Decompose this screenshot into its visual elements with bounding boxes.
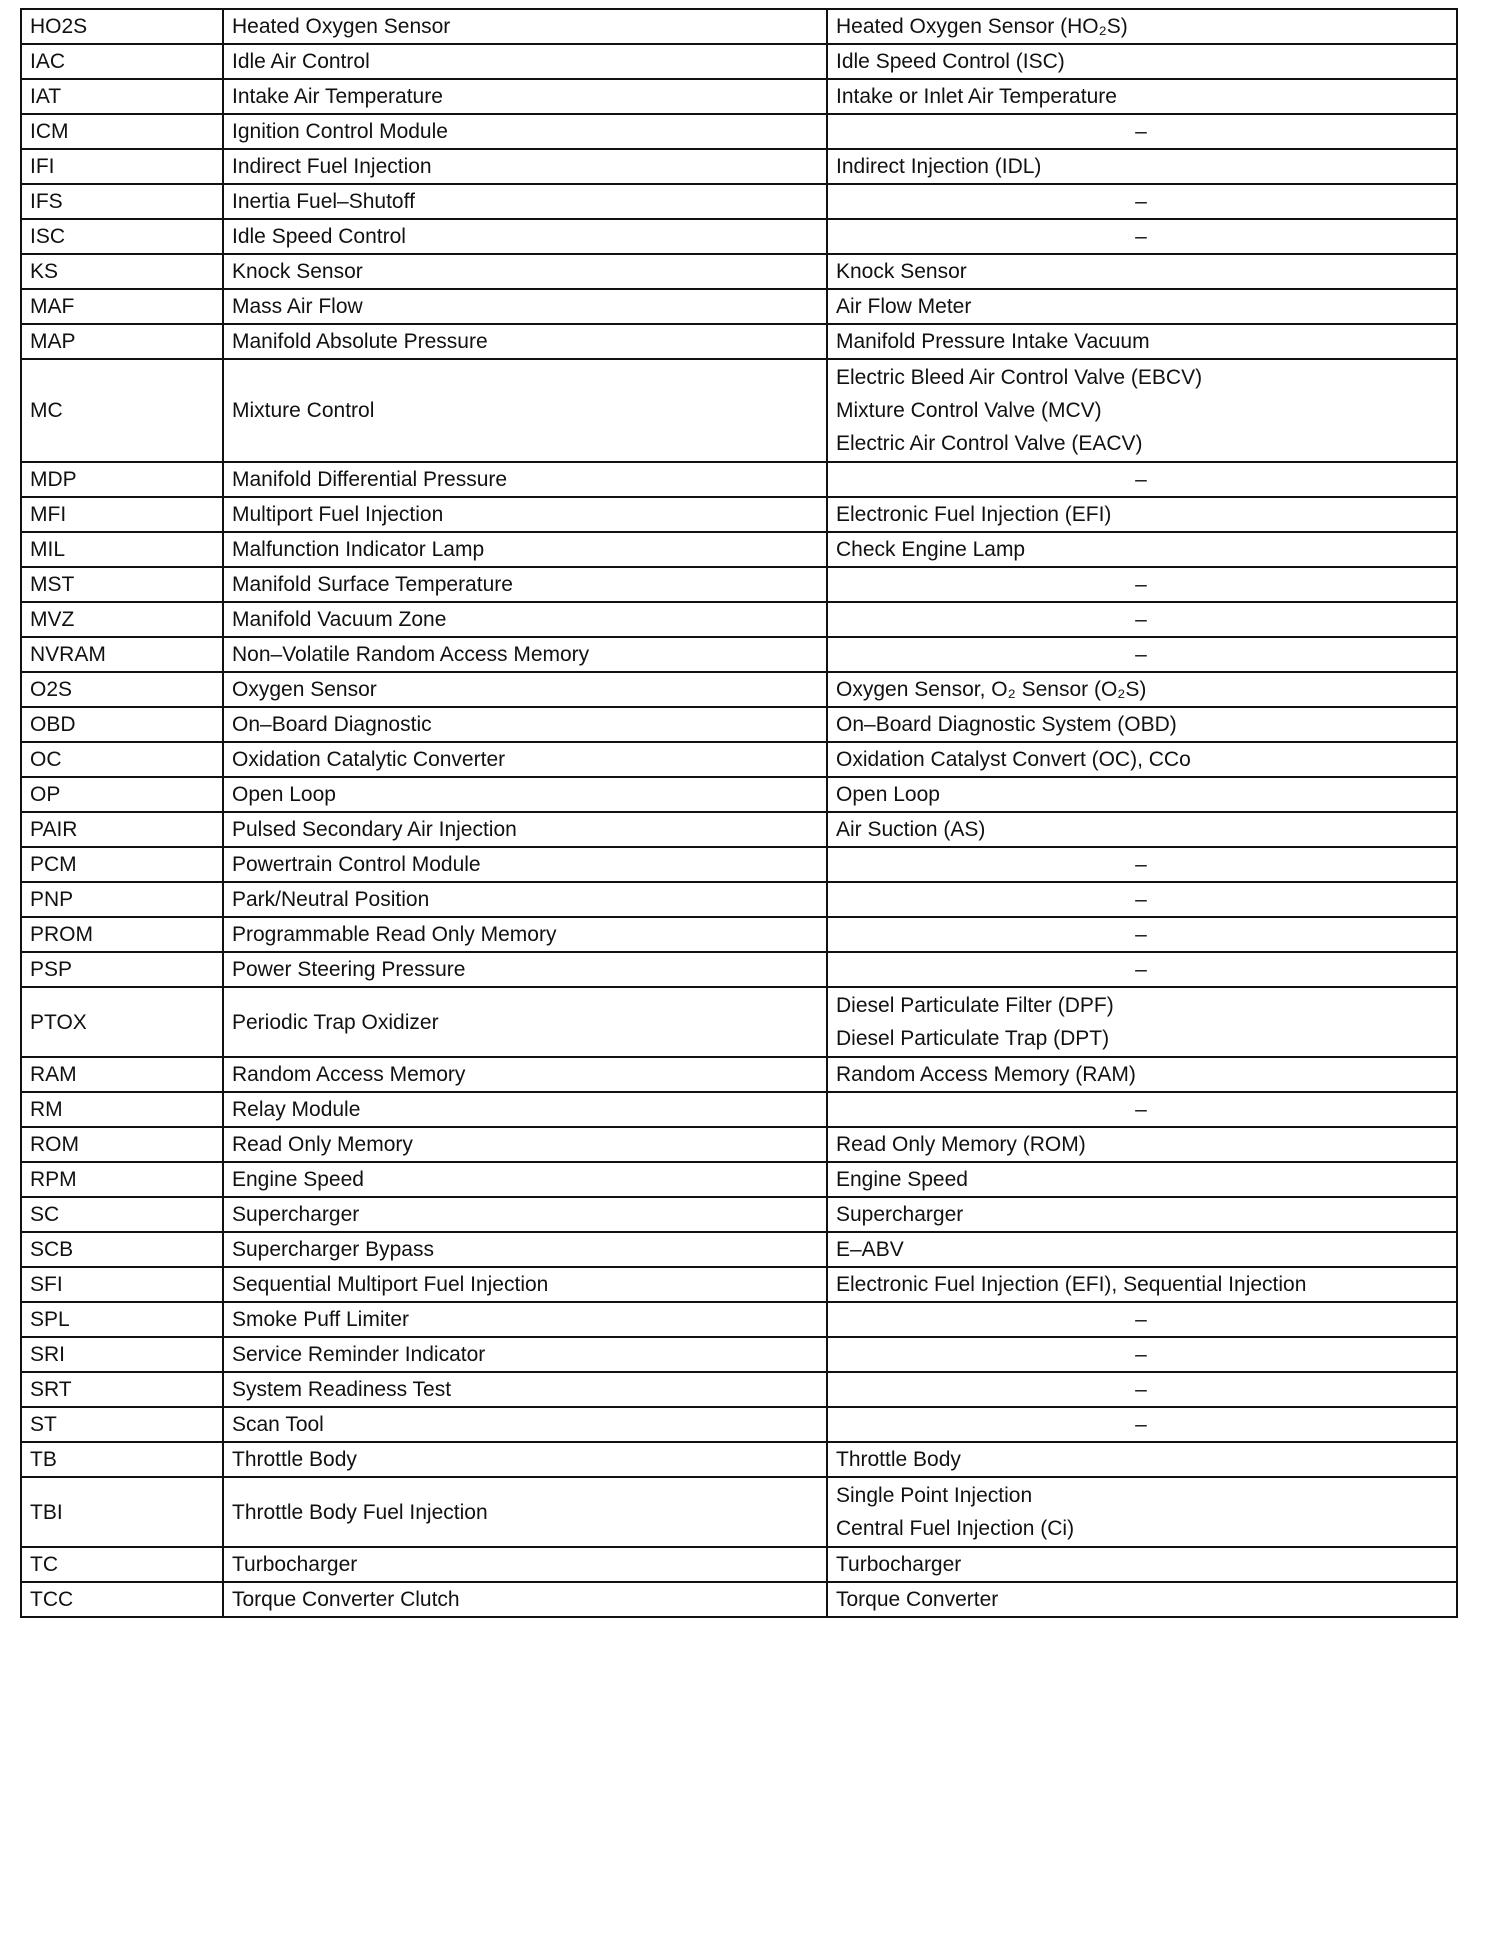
term-cell: Power Steering Pressure — [223, 952, 827, 987]
term-cell: Multiport Fuel Injection — [223, 497, 827, 532]
alternate-term-line: Read Only Memory (ROM) — [836, 1133, 1086, 1156]
alternate-term-line: Turbocharger — [836, 1553, 962, 1576]
alternate-term-line: – — [1135, 853, 1147, 876]
alternate-term-line: – — [1135, 120, 1147, 143]
term-cell: Mixture Control — [223, 359, 827, 462]
term-cell: Turbocharger — [223, 1547, 827, 1582]
alternate-term-line: Engine Speed — [836, 1168, 968, 1191]
alternate-term-cell — [827, 1547, 1457, 1582]
acronym-cell: ROM — [21, 1127, 223, 1162]
acronym-cell: PAIR — [21, 812, 223, 847]
acronym-cell: KS — [21, 254, 223, 289]
alternate-term-line: Electric Air Control Valve (EACV) — [836, 432, 1143, 455]
table-row — [21, 44, 1457, 79]
alternate-term-line: Mixture Control Valve (MCV) — [836, 399, 1102, 422]
table-row — [21, 1407, 1457, 1442]
alternate-term-cell — [827, 1057, 1457, 1092]
term-cell: Intake Air Temperature — [223, 79, 827, 114]
acronym-cell: PSP — [21, 952, 223, 987]
table-row — [21, 567, 1457, 602]
table-row — [21, 812, 1457, 847]
term-cell: Random Access Memory — [223, 1057, 827, 1092]
term-cell: Oxidation Catalytic Converter — [223, 742, 827, 777]
term-cell: Malfunction Indicator Lamp — [223, 532, 827, 567]
alternate-term-cell — [827, 1092, 1457, 1127]
acronym-cell: OBD — [21, 707, 223, 742]
alternate-term-line: Manifold Pressure Intake Vacuum — [836, 330, 1150, 353]
alternate-term-line: Electric Bleed Air Control Valve (EBCV) — [836, 366, 1203, 389]
alternate-term-cell — [827, 254, 1457, 289]
alternate-term-cell — [827, 184, 1457, 219]
table-row — [21, 184, 1457, 219]
term-cell: Manifold Surface Temperature — [223, 567, 827, 602]
alternate-term-line: – — [1135, 1308, 1147, 1331]
alternate-term-line: – — [1135, 468, 1147, 491]
alternate-term-cell — [827, 359, 1457, 462]
alternate-term-cell — [827, 497, 1457, 532]
term-cell: Smoke Puff Limiter — [223, 1302, 827, 1337]
alternate-term-cell — [827, 882, 1457, 917]
alternate-term-line: Electronic Fuel Injection (EFI), Sequential Injection — [836, 1273, 1307, 1296]
alternate-term-line: Diesel Particulate Filter (DPF) — [836, 994, 1114, 1017]
alternate-term-line: – — [1135, 225, 1147, 248]
term-cell: Indirect Fuel Injection — [223, 149, 827, 184]
alternate-term-cell — [827, 9, 1457, 44]
alternate-term-line: – — [1135, 888, 1147, 911]
table-row — [21, 1372, 1457, 1407]
term-cell: Manifold Vacuum Zone — [223, 602, 827, 637]
acronym-cell: ST — [21, 1407, 223, 1442]
alternate-term-line: Oxidation Catalyst Convert (OC), CCo — [836, 748, 1191, 771]
acronym-cell: IFI — [21, 149, 223, 184]
alternate-term-cell — [827, 219, 1457, 254]
acronym-cell: SFI — [21, 1267, 223, 1302]
acronym-cell: MIL — [21, 532, 223, 567]
alternate-term-cell — [827, 114, 1457, 149]
acronym-cell: ISC — [21, 219, 223, 254]
table-row — [21, 602, 1457, 637]
acronym-cell: OP — [21, 777, 223, 812]
alternate-term-cell — [827, 1477, 1457, 1547]
alternate-term-line: Electronic Fuel Injection (EFI) — [836, 503, 1112, 526]
table-row — [21, 324, 1457, 359]
alternate-term-line: Central Fuel Injection (Ci) — [836, 1517, 1075, 1540]
acronym-cell: IFS — [21, 184, 223, 219]
acronym-cell: MST — [21, 567, 223, 602]
alternate-term-line: – — [1135, 923, 1147, 946]
alternate-term-cell — [827, 812, 1457, 847]
term-cell: Torque Converter Clutch — [223, 1582, 827, 1617]
acronym-cell: OC — [21, 742, 223, 777]
term-cell: Park/Neutral Position — [223, 882, 827, 917]
table-body — [21, 9, 1457, 1617]
table-row — [21, 289, 1457, 324]
alternate-term-line: – — [1135, 643, 1147, 666]
table-row — [21, 1127, 1457, 1162]
alternate-term-cell — [827, 1442, 1457, 1477]
alternate-term-cell — [827, 672, 1457, 707]
term-cell: Open Loop — [223, 777, 827, 812]
term-cell: Idle Speed Control — [223, 219, 827, 254]
alternate-term-cell — [827, 637, 1457, 672]
alternate-term-line: Random Access Memory (RAM) — [836, 1063, 1136, 1086]
term-cell: Engine Speed — [223, 1162, 827, 1197]
term-cell: On–Board Diagnostic — [223, 707, 827, 742]
alternate-term-cell — [827, 532, 1457, 567]
table-row — [21, 497, 1457, 532]
alternate-term-line: – — [1135, 1413, 1147, 1436]
acronym-cell: IAT — [21, 79, 223, 114]
term-cell: Mass Air Flow — [223, 289, 827, 324]
acronym-cell: RPM — [21, 1162, 223, 1197]
alternate-term-cell — [827, 1407, 1457, 1442]
acronym-cell: RAM — [21, 1057, 223, 1092]
table-row — [21, 987, 1457, 1057]
alternate-term-cell — [827, 567, 1457, 602]
acronym-cell: MAF — [21, 289, 223, 324]
acronym-table — [20, 8, 1458, 1618]
acronym-cell: SC — [21, 1197, 223, 1232]
acronym-cell: TB — [21, 1442, 223, 1477]
term-cell: Inertia Fuel–Shutoff — [223, 184, 827, 219]
acronym-cell: SRT — [21, 1372, 223, 1407]
term-cell: Supercharger Bypass — [223, 1232, 827, 1267]
table-row — [21, 219, 1457, 254]
acronym-cell: MFI — [21, 497, 223, 532]
table-row — [21, 79, 1457, 114]
alternate-term-cell — [827, 1337, 1457, 1372]
table-row — [21, 1337, 1457, 1372]
term-cell: Read Only Memory — [223, 1127, 827, 1162]
alternate-term-cell — [827, 742, 1457, 777]
alternate-term-line: Intake or Inlet Air Temperature — [836, 85, 1117, 108]
alternate-term-cell — [827, 324, 1457, 359]
term-cell: Oxygen Sensor — [223, 672, 827, 707]
alternate-term-line: – — [1135, 190, 1147, 213]
alternate-term-line: Torque Converter — [836, 1588, 999, 1611]
table-row — [21, 462, 1457, 497]
table-row — [21, 1302, 1457, 1337]
table-row — [21, 1477, 1457, 1547]
table-row — [21, 359, 1457, 462]
term-cell: Idle Air Control — [223, 44, 827, 79]
alternate-term-line: Indirect Injection (IDL) — [836, 155, 1042, 178]
table-row — [21, 707, 1457, 742]
table-row — [21, 114, 1457, 149]
alternate-term-cell — [827, 917, 1457, 952]
alternate-term-cell — [827, 987, 1457, 1057]
table-row — [21, 847, 1457, 882]
alternate-term-cell — [827, 1232, 1457, 1267]
table-row — [21, 149, 1457, 184]
table-row — [21, 254, 1457, 289]
alternate-term-line: – — [1135, 1343, 1147, 1366]
acronym-cell: IAC — [21, 44, 223, 79]
acronym-cell: MAP — [21, 324, 223, 359]
term-cell: Throttle Body Fuel Injection — [223, 1477, 827, 1547]
table-row — [21, 1547, 1457, 1582]
alternate-term-line: Oxygen Sensor, O₂ Sensor (O₂S) — [836, 678, 1147, 701]
acronym-cell: SRI — [21, 1337, 223, 1372]
alternate-term-cell — [827, 289, 1457, 324]
table-row — [21, 1162, 1457, 1197]
term-cell: Throttle Body — [223, 1442, 827, 1477]
alternate-term-line: – — [1135, 1098, 1147, 1121]
acronym-cell: ICM — [21, 114, 223, 149]
term-cell: Periodic Trap Oxidizer — [223, 987, 827, 1057]
acronym-cell: SCB — [21, 1232, 223, 1267]
alternate-term-cell — [827, 1267, 1457, 1302]
table-row — [21, 1197, 1457, 1232]
term-cell: Relay Module — [223, 1092, 827, 1127]
table-row — [21, 532, 1457, 567]
term-cell: Heated Oxygen Sensor — [223, 9, 827, 44]
term-cell: System Readiness Test — [223, 1372, 827, 1407]
acronym-cell: RM — [21, 1092, 223, 1127]
term-cell: Supercharger — [223, 1197, 827, 1232]
alternate-term-cell — [827, 707, 1457, 742]
table-row — [21, 1267, 1457, 1302]
alternate-term-cell — [827, 952, 1457, 987]
alternate-term-line: Diesel Particulate Trap (DPT) — [836, 1027, 1110, 1050]
alternate-term-cell — [827, 1372, 1457, 1407]
alternate-term-line: – — [1135, 1378, 1147, 1401]
alternate-term-line: Single Point Injection — [836, 1484, 1033, 1507]
alternate-term-cell — [827, 149, 1457, 184]
term-cell: Knock Sensor — [223, 254, 827, 289]
term-cell: Sequential Multiport Fuel Injection — [223, 1267, 827, 1302]
acronym-cell: TBI — [21, 1477, 223, 1547]
term-cell: Service Reminder Indicator — [223, 1337, 827, 1372]
alternate-term-line: Check Engine Lamp — [836, 538, 1026, 561]
acronym-cell: PROM — [21, 917, 223, 952]
acronym-cell: MC — [21, 359, 223, 462]
alternate-term-line: Supercharger — [836, 1203, 964, 1226]
alternate-term-line: Knock Sensor — [836, 260, 967, 283]
acronym-cell: NVRAM — [21, 637, 223, 672]
term-cell: Manifold Differential Pressure — [223, 462, 827, 497]
alternate-term-line: E–ABV — [836, 1238, 904, 1261]
table-row — [21, 742, 1457, 777]
alternate-term-line: Open Loop — [836, 783, 940, 806]
table-row — [21, 952, 1457, 987]
alternate-term-cell — [827, 462, 1457, 497]
acronym-cell: MVZ — [21, 602, 223, 637]
term-cell: Manifold Absolute Pressure — [223, 324, 827, 359]
table-row — [21, 777, 1457, 812]
alternate-term-cell — [827, 44, 1457, 79]
alternate-term-cell — [827, 847, 1457, 882]
alternate-term-line: Air Flow Meter — [836, 295, 972, 318]
alternate-term-line: Throttle Body — [836, 1448, 961, 1471]
table-row — [21, 882, 1457, 917]
acronym-cell: SPL — [21, 1302, 223, 1337]
table-row — [21, 1442, 1457, 1477]
table-row — [21, 1092, 1457, 1127]
table-row — [21, 9, 1457, 44]
alternate-term-line: – — [1135, 573, 1147, 596]
acronym-cell: TC — [21, 1547, 223, 1582]
term-cell: Ignition Control Module — [223, 114, 827, 149]
alternate-term-line: Heated Oxygen Sensor (HO₂S) — [836, 15, 1128, 38]
alternate-term-cell — [827, 1582, 1457, 1617]
alternate-term-line: Air Suction (AS) — [836, 818, 986, 841]
alternate-term-line: On–Board Diagnostic System (OBD) — [836, 713, 1177, 736]
alternate-term-cell — [827, 1302, 1457, 1337]
table-row — [21, 917, 1457, 952]
alternate-term-line: – — [1135, 958, 1147, 981]
term-cell: Pulsed Secondary Air Injection — [223, 812, 827, 847]
acronym-cell: O2S — [21, 672, 223, 707]
term-cell: Non–Volatile Random Access Memory — [223, 637, 827, 672]
alternate-term-line: – — [1135, 608, 1147, 631]
acronym-cell: MDP — [21, 462, 223, 497]
alternate-term-cell — [827, 1162, 1457, 1197]
alternate-term-cell — [827, 602, 1457, 637]
term-cell: Scan Tool — [223, 1407, 827, 1442]
table-row — [21, 1582, 1457, 1617]
table-row — [21, 672, 1457, 707]
alternate-term-cell — [827, 1197, 1457, 1232]
alternate-term-cell — [827, 777, 1457, 812]
term-cell: Programmable Read Only Memory — [223, 917, 827, 952]
acronym-cell: PCM — [21, 847, 223, 882]
table-row — [21, 637, 1457, 672]
acronym-cell: PTOX — [21, 987, 223, 1057]
alternate-term-cell — [827, 1127, 1457, 1162]
alternate-term-cell — [827, 79, 1457, 114]
table-row — [21, 1232, 1457, 1267]
table-row — [21, 1057, 1457, 1092]
alternate-term-line: Idle Speed Control (ISC) — [836, 50, 1065, 73]
acronym-cell: PNP — [21, 882, 223, 917]
term-cell: Powertrain Control Module — [223, 847, 827, 882]
acronym-cell: TCC — [21, 1582, 223, 1617]
acronym-cell: HO2S — [21, 9, 223, 44]
